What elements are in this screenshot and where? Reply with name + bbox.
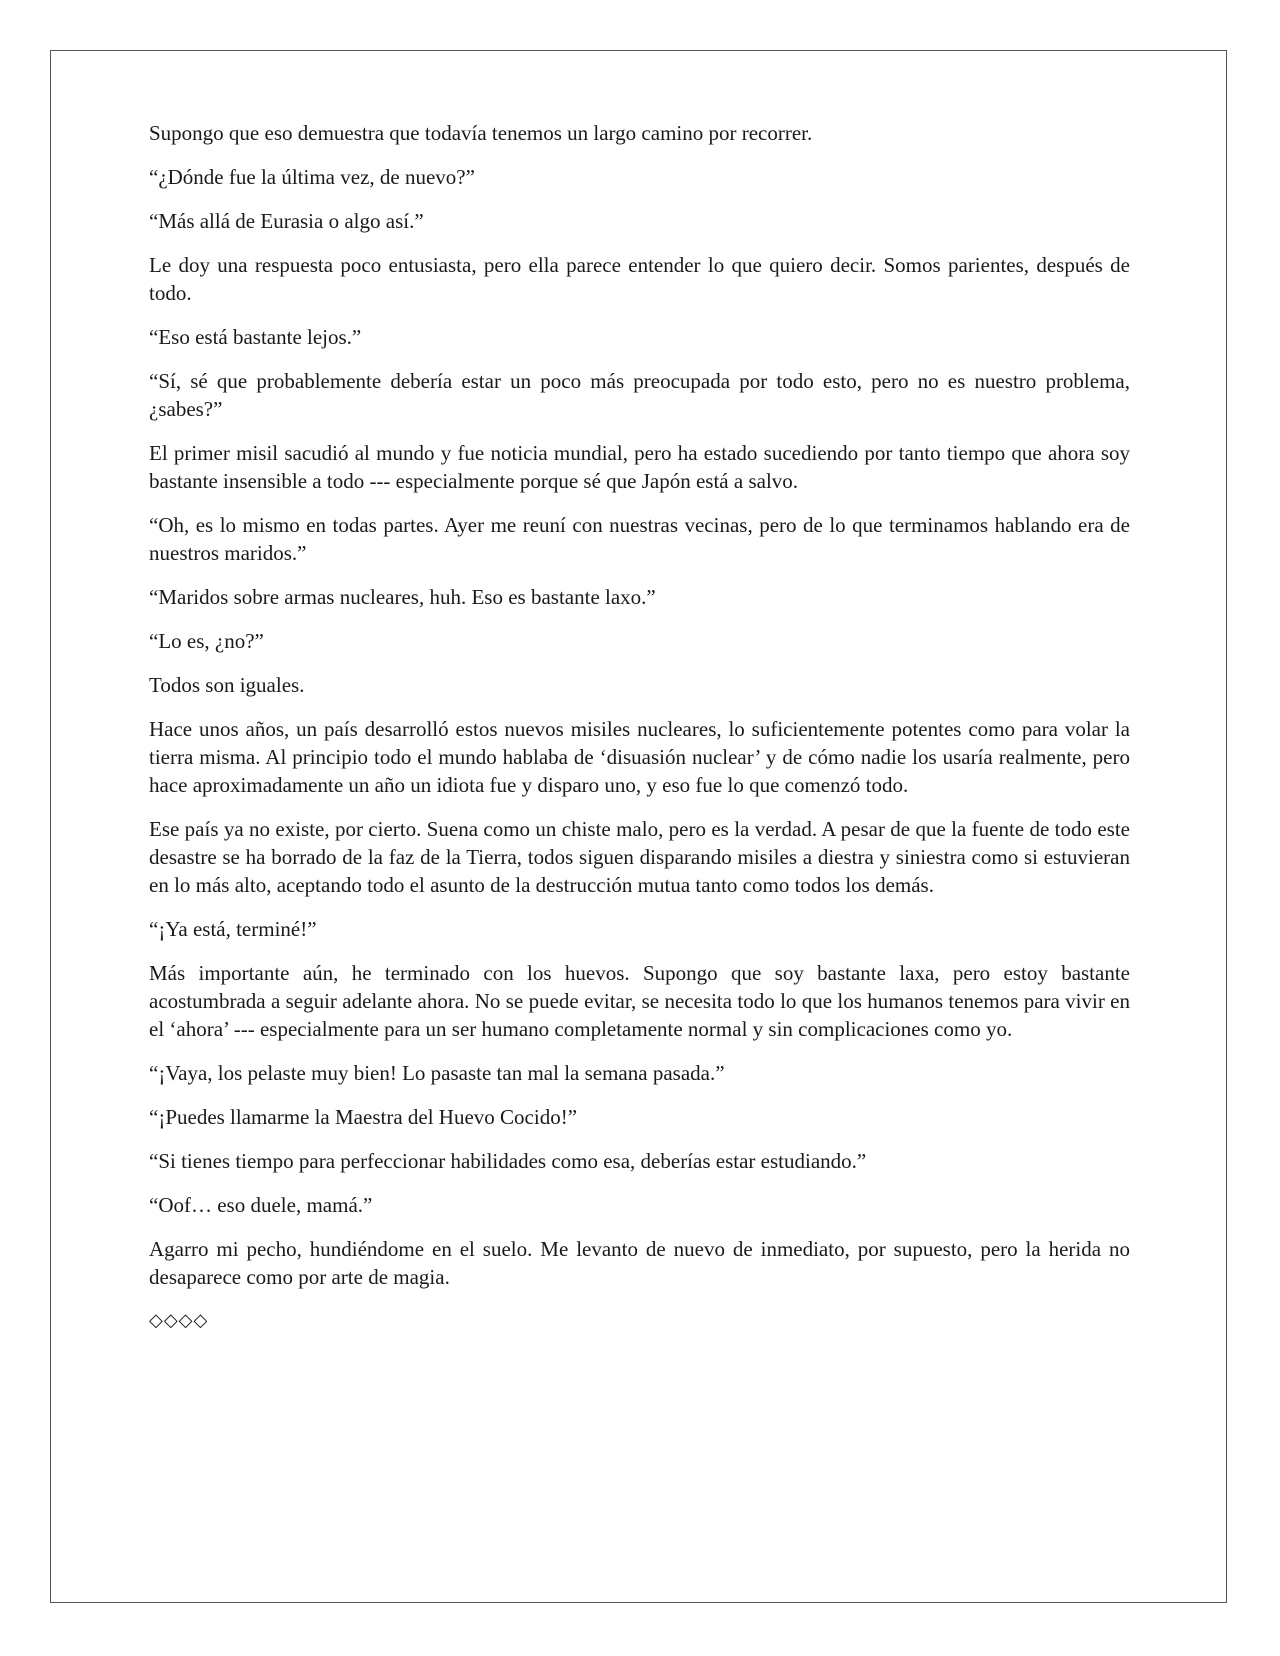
paragraph: El primer misil sacudió al mundo y fue noticia mundial, pero ha estado sucediendo por tanto tiempo que ahora soy bastante insensible a todo --- especialmente porque sé que Japón está a salvo. xyxy=(149,441,1130,493)
paragraph: Ese país ya no existe, por cierto. Suena como un chiste malo, pero es la verdad. A pesar de que la fuente de todo este desastre se ha borrado de la faz de la Tierra, todos siguen disparando misiles a diestra y siniestra como si estuvieran en lo más alto, aceptando todo el asunto de la destrucción mutua tanto como todos los demás. xyxy=(149,817,1130,897)
scene-break: ◇◇◇◇ xyxy=(149,1310,209,1331)
paragraph: “¡Vaya, los pelaste muy bien! Lo pasaste tan mal la semana pasada.” xyxy=(149,1061,725,1085)
paragraph: “Oh, es lo mismo en todas partes. Ayer me reuní con nuestras vecinas, pero de lo que terminamos hablando era de nuestros maridos.” xyxy=(149,513,1130,565)
paragraph: “¡Ya está, terminé!” xyxy=(149,917,317,941)
paragraph: Supongo que eso demuestra que todavía tenemos un largo camino por recorrer. xyxy=(149,121,813,145)
paragraph: “¿Dónde fue la última vez, de nuevo?” xyxy=(149,165,475,189)
paragraph: “Oof… eso duele, mamá.” xyxy=(149,1193,373,1217)
paragraph: “Eso está bastante lejos.” xyxy=(149,325,362,349)
paragraph: Le doy una respuesta poco entusiasta, pero ella parece entender lo que quiero decir. Somos parientes, después de todo. xyxy=(149,253,1130,305)
paragraph: Hace unos años, un país desarrolló estos nuevos misiles nucleares, lo suficientemente potentes como para volar la tierra misma. Al principio todo el mundo hablaba de ‘disuasión nuclear’ y de cómo nadie los usaría realmente, pero hace aproximadamente un año un idiota fue y disparo uno, y eso fue lo que comenzó todo. xyxy=(149,717,1130,797)
page-frame xyxy=(50,50,1227,1603)
paragraph: “Lo es, ¿no?” xyxy=(149,629,264,653)
page-body xyxy=(149,119,1130,1351)
paragraph: Más importante aún, he terminado con los huevos. Supongo que soy bastante laxa, pero estoy bastante acostumbrada a seguir adelante ahora. No se puede evitar, se necesita todo lo que los humanos tenemos para vivir en el ‘ahora’ --- especialmente para un ser humano completamente normal y sin complicaciones como yo. xyxy=(149,961,1130,1041)
paragraph: “Más allá de Eurasia o algo así.” xyxy=(149,209,424,233)
paragraph: “Maridos sobre armas nucleares, huh. Eso es bastante laxo.” xyxy=(149,585,656,609)
paragraph: “Sí, sé que probablemente debería estar un poco más preocupada por todo esto, pero no es nuestro problema, ¿sabes?” xyxy=(149,369,1130,421)
paragraph: Agarro mi pecho, hundiéndome en el suelo. Me levanto de nuevo de inmediato, por supuesto, pero la herida no desaparece como por arte de magia. xyxy=(149,1237,1130,1289)
paragraph: Todos son iguales. xyxy=(149,673,305,697)
paragraph: “¡Puedes llamarme la Maestra del Huevo Cocido!” xyxy=(149,1105,578,1129)
paragraph: “Si tienes tiempo para perfeccionar habilidades como esa, deberías estar estudiando.” xyxy=(149,1149,867,1173)
